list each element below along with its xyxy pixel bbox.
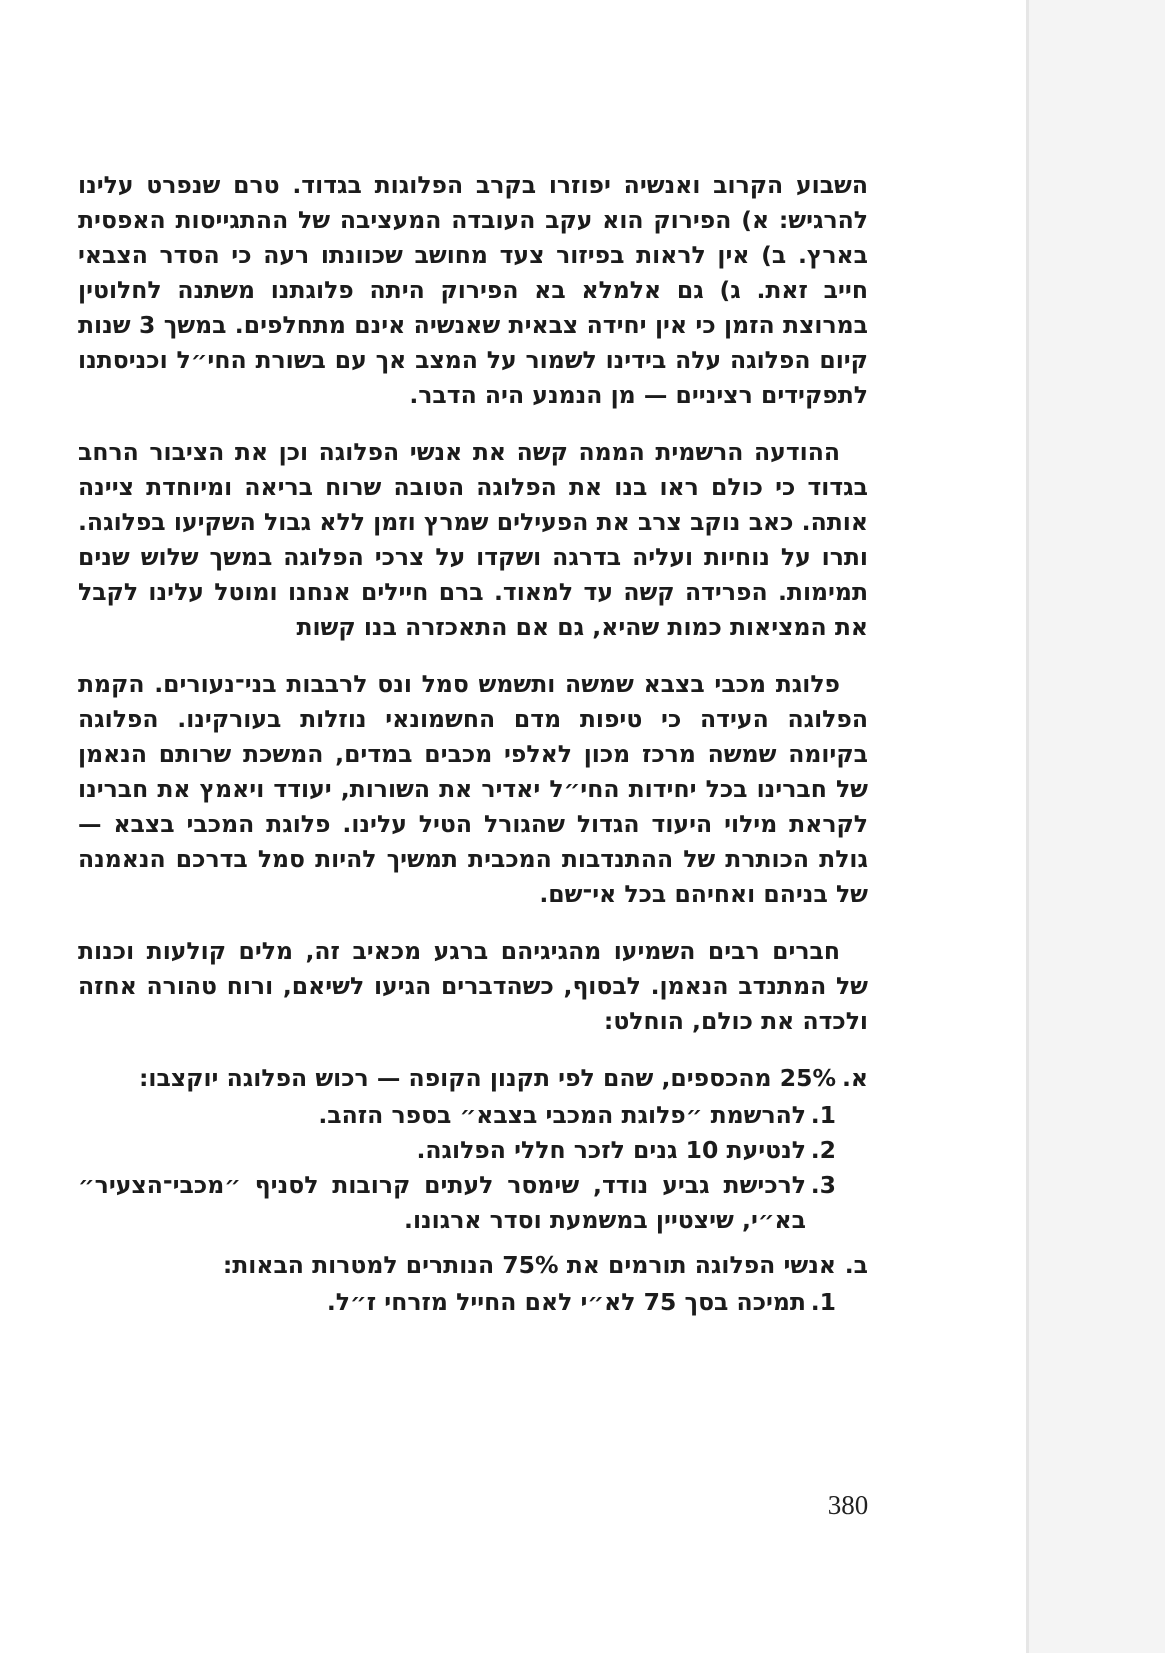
- paragraph: השבוע הקרוב ואנשיה יפוזרו בקרב הפלוגות בגדוד. טרם שנפרט עלינו להרגיש: א) הפירוק הוא עקב העובדה המעציבה של ההתגייסות האפסית בארץ. ב) אין לראות בפיזור צעד מחושב שכוונתו רעה כי הסדר הצבאי חייב זאת. ג) גם אלמלא בא הפירוק היתה פלוגתנו משתנה לחלוטין במרוצת הזמן כי אין יחידה צבאית שאנשיה אינם מתחלפים. במשך 3 שנות קיום הפלוגה עלה בידינו לשמור על המצב אך עם בשורת החי״ל וכניסתנו לתפקידים רציניים — מן הנמנע היה הדבר.: [78, 171, 868, 409]
- list-item-marker: 3.: [810, 1171, 836, 1199]
- page-edge-line: [1026, 0, 1029, 1653]
- list-item: [78, 1168, 836, 1238]
- sub-list: [78, 1285, 868, 1320]
- section-marker: ב.: [844, 1251, 868, 1279]
- section-alef: [78, 1061, 868, 1238]
- list-item: [78, 1285, 836, 1320]
- section-bet: [78, 1248, 868, 1320]
- document-body: [78, 168, 868, 1330]
- list-item-marker: 1.: [810, 1101, 836, 1129]
- list-item-text: לנטיעת 10 גנים לזכר חללי הפלוגה.: [416, 1136, 806, 1164]
- list-item-text: להרשמת ״פלוגת המכבי בצבא״ בספר הזהב.: [318, 1101, 806, 1129]
- sub-list: [78, 1098, 868, 1238]
- paragraph: ההודעה הרשמית הממה קשה את אנשי הפלוגה וכן את הציבור הרחב בגדוד כי כולם ראו בנו את הפלוגה הטובה שרוח בריאה ומיוחדת ציינה אותה. כאב נוקב צרב את הפעילים שמרץ וזמן ללא גבול השקיעו בפלוגה. ותרו על נוחיות ועליה בדרגה ושקדו על צרכי הפלוגה במשך שלוש שנים תמימות. הפרידה קשה עד למאוד. ברם חיילים אנחנו ומוטל עלינו לקבל את המציאות כמות שהיא, גם אם התאכזרה בנו קשות: [78, 438, 868, 641]
- section-marker: א.: [841, 1064, 868, 1092]
- list-item-marker: 1.: [810, 1288, 836, 1316]
- list-item-text: לרכישת גביע נודד, שימסר לעתים קרובות לסניף ״מכבי־הצעיר״ בא״י, שיצטיין במשמעת וסדר ארגונו.: [78, 1171, 806, 1234]
- page-edge-shadow: [1028, 0, 1165, 1653]
- section-text: 25% מהכספים, שהם לפי תקנון הקופה — רכוש הפלוגה יוקצבו:: [139, 1064, 836, 1092]
- list-item-text: תמיכה בסך 75 לא״י לאם החייל מזרחי ז״ל.: [326, 1288, 806, 1316]
- list-item: [78, 1098, 836, 1133]
- section-text: אנשי הפלוגה תורמים את 75% הנותרים למטרות הבאות:: [222, 1251, 836, 1279]
- page-number: 380: [827, 1490, 869, 1520]
- list-item-marker: 2.: [810, 1136, 836, 1164]
- list-item: [78, 1133, 836, 1168]
- paragraph: חברים רבים השמיעו מהגיגיהם ברגע מכאיב זה, מלים קולעות וכנות של המתנדב הנאמן. לבסוף, כשהדברים הגיעו לשיאם, ורוח טהורה אחזה ולכדה את כולם, הוחלט:: [78, 937, 868, 1035]
- paragraph: פלוגת מכבי בצבא שמשה ותשמש סמל ונס לרבבות בני־נעורים. הקמת הפלוגה העידה כי טיפות מדם החשמונאי נוזלות בעורקינו. הפלוגה בקיומה שמשה מרכז מכון לאלפי מכבים במדים, המשכת שרותם הנאמן של חברינו בכל יחידות החי״ל יאדיר את השורות, יעודד ויאמץ את חברינו לקראת מילוי היעוד הגדול שהגורל הטיל עלינו. פלוגת המכבי בצבא — גולת הכותרת של ההתנדבות המכבית תמשיך להיות סמל בדרכם הנאמנה של בניהם ואחיהם בכל אי־שם.: [78, 670, 868, 908]
